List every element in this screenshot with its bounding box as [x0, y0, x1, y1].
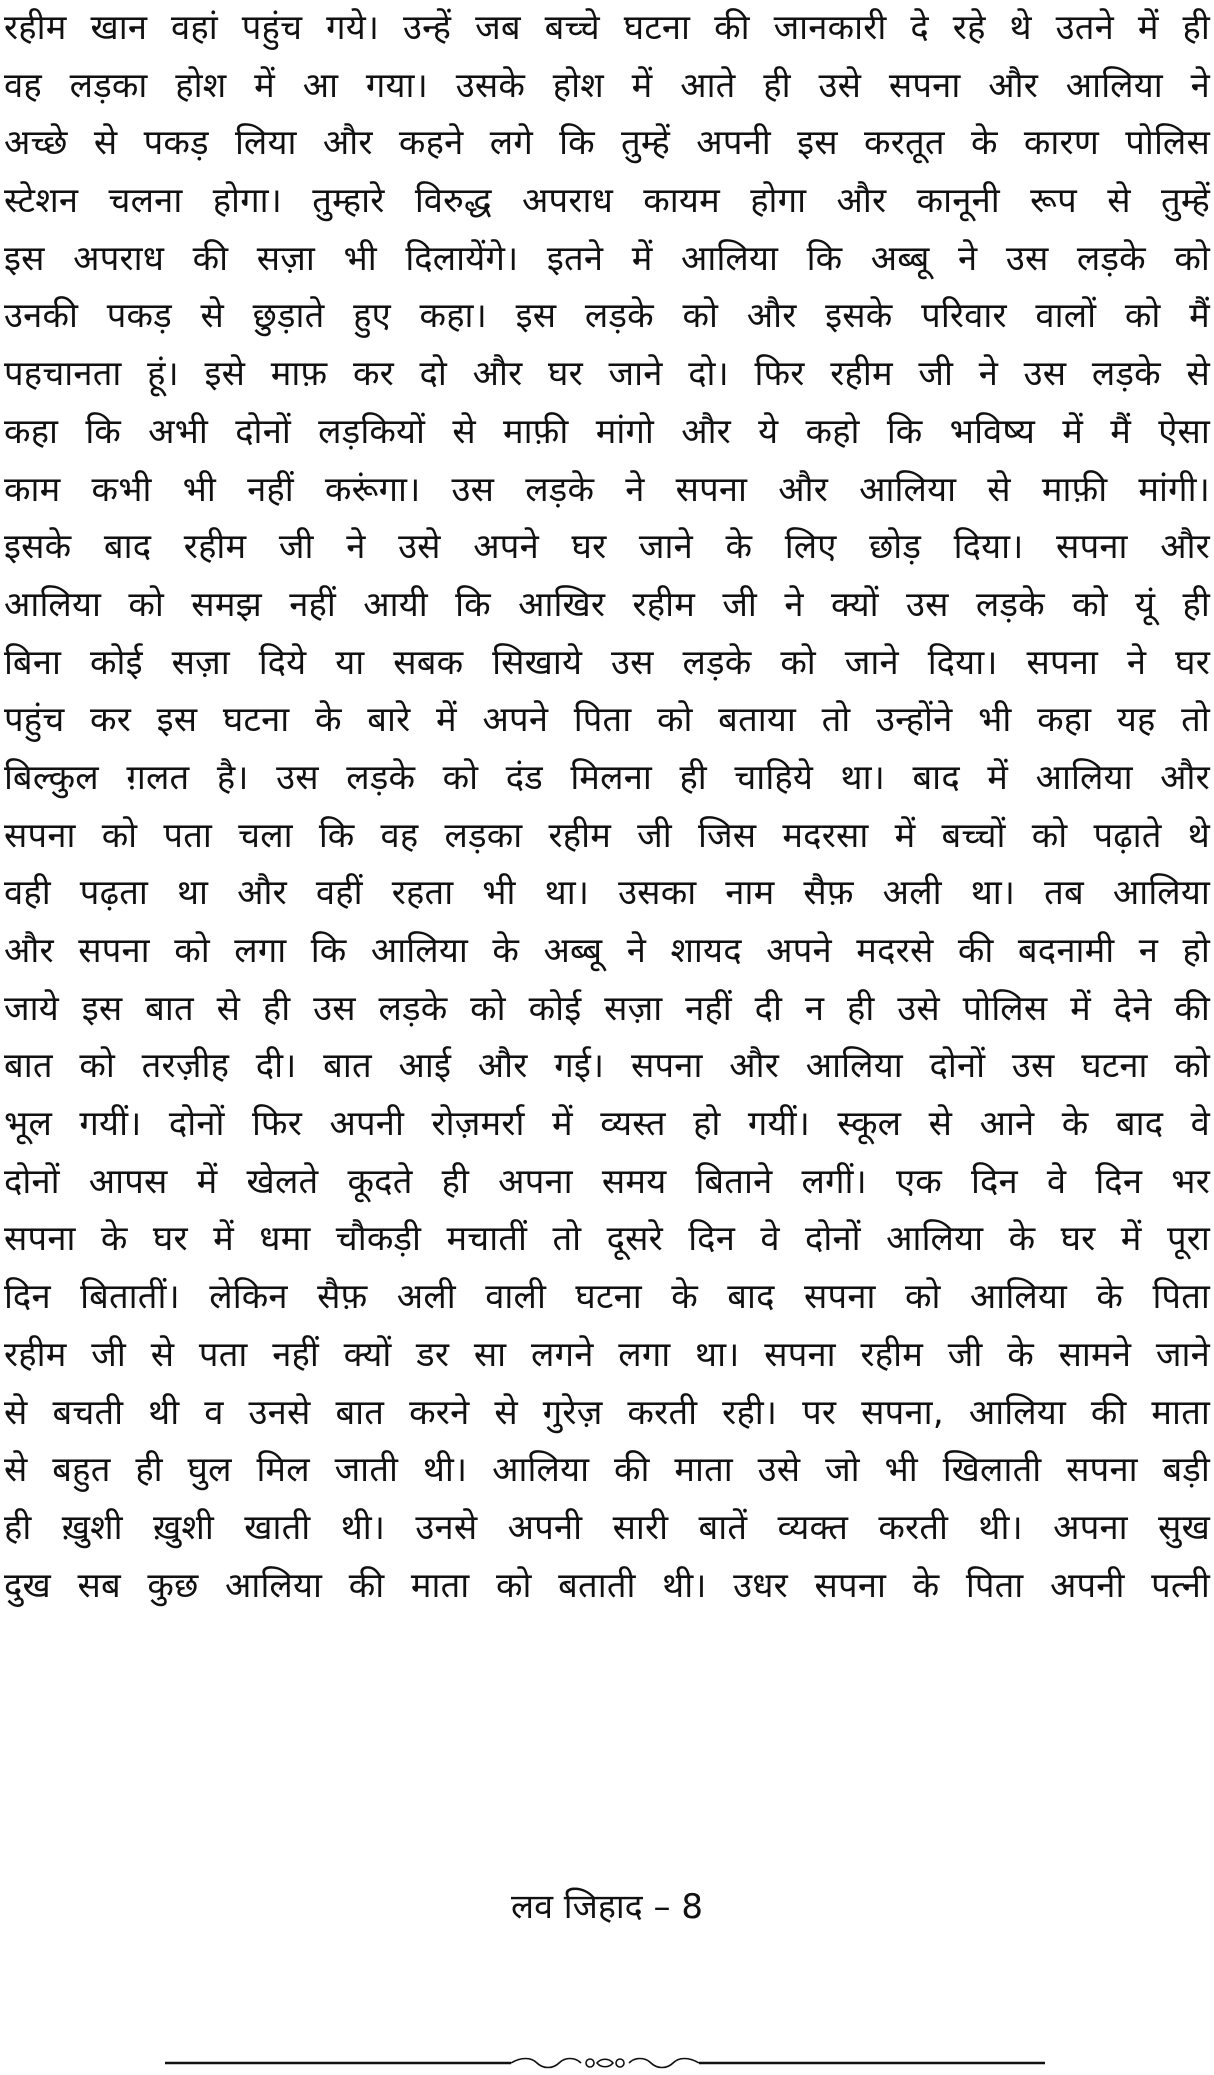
text-line: काम कभी भी नहीं करूंगा। उस लड़के ने सपना और आलिया से माफ़ी मांगी।: [4, 469, 1210, 510]
flourish-ornament: [511, 2059, 699, 2068]
text-line: पहचानता हूं। इसे माफ़ कर दो और घर जाने दो। फिर रहीम जी ने उस लड़के से: [4, 354, 1210, 395]
footer-title: लव जिहाद – 8: [511, 1887, 703, 1927]
text-line: दुख सब कुछ आलिया की माता को बताती थी। उधर सपना के पिता अपनी पत्नी: [4, 1565, 1210, 1606]
text-line: कहा कि अभी दोनों लड़कियों से माफ़ी मांगो और ये कहो कि भविष्य में मैं ऐसा: [4, 411, 1210, 452]
text-line: इस अपराध की सज़ा भी दिलायेंगे। इतने में आलिया कि अब्बू ने उस लड़के को: [4, 238, 1210, 279]
text-line: बिना कोई सज़ा दिये या सबक सिखाये उस लड़के को जाने दिया। सपना ने घर: [4, 642, 1210, 683]
text-line: वही पढ़ता था और वहीं रहता भी था। उसका नाम सैफ़ अली था। तब आलिया: [4, 873, 1210, 914]
text-line: अच्छे से पकड़ लिया और कहने लगे कि तुम्हें अपनी इस करतूत के कारण पोलिस: [4, 123, 1210, 164]
text-line: से बहुत ही घुल मिल जाती थी। आलिया की माता उसे जो भी खिलाती सपना बड़ी: [4, 1450, 1210, 1491]
ornamental-divider: [165, 2056, 1045, 2070]
text-line: इसके बाद रहीम जी ने उसे अपने घर जाने के लिए छोड़ दिया। सपना और: [4, 527, 1210, 568]
text-line: दिन बितातीं। लेकिन सैफ़ अली वाली घटना के बाद सपना को आलिया के पिता: [4, 1277, 1210, 1318]
text-line: सपना को पता चला कि वह लड़का रहीम जी जिस मदरसा में बच्चों को पढ़ाते थे: [4, 815, 1210, 856]
text-line: सपना के घर में धमा चौकड़ी मचातीं तो दूसरे दिन वे दोनों आलिया के घर में पूरा: [4, 1219, 1210, 1260]
text-line: भूल गयीं। दोनों फिर अपनी रोज़मर्रा में व्यस्त हो गयीं। स्कूल से आने के बाद वे: [4, 1104, 1210, 1145]
text-line: स्टेशन चलना होगा। तुम्हारे विरुद्ध अपराध कायम होगा और कानूनी रूप से तुम्हें: [4, 181, 1210, 222]
text-line: पहुंच कर इस घटना के बारे में अपने पिता को बताया तो उन्होंने भी कहा यह तो: [4, 700, 1210, 741]
body-paragraph: [4, 0, 1210, 1615]
text-line: और सपना को लगा कि आलिया के अब्बू ने शायद अपने मदरसे की बदनामी न हो: [4, 931, 1210, 971]
page-footer: [0, 1885, 1214, 1929]
text-line: आलिया को समझ नहीं आयी कि आखिर रहीम जी ने क्यों उस लड़के को यूं ही: [4, 584, 1210, 625]
text-line: रहीम खान वहां पहुंच गये। उन्हें जब बच्चे घटना की जानकारी दे रहे थे उतने में ही: [4, 8, 1210, 48]
text-line: बात को तरज़ीह दी। बात आई और गई। सपना और आलिया दोनों उस घटना को: [4, 1046, 1210, 1087]
text-line: ही ख़ुशी ख़ुशी खाती थी। उनसे अपनी सारी बातें व्यक्त करती थी। अपना सुख: [4, 1507, 1210, 1548]
text-line: दोनों आपस में खेलते कूदते ही अपना समय बिताने लगीं। एक दिन वे दिन भर: [4, 1161, 1210, 1202]
text-line: रहीम जी से पता नहीं क्यों डर सा लगने लगा था। सपना रहीम जी के सामने जाने: [4, 1334, 1210, 1375]
text-line: बिल्कुल ग़लत है। उस लड़के को दंड मिलना ही चाहिये था। बाद में आलिया और: [4, 757, 1210, 798]
text-line: जाये इस बात से ही उस लड़के को कोई सज़ा नहीं दी न ही उसे पोलिस में देने की: [4, 988, 1210, 1029]
text-line: वह लड़का होश में आ गया। उसके होश में आते ही उसे सपना और आलिया ने: [4, 65, 1210, 106]
text-line: उनकी पकड़ से छुड़ाते हुए कहा। इस लड़के को और इसके परिवार वालों को मैं: [4, 296, 1210, 337]
text-line: से बचती थी व उनसे बात करने से गुरेज़ करती रही। पर सपना, आलिया की माता: [4, 1392, 1210, 1433]
